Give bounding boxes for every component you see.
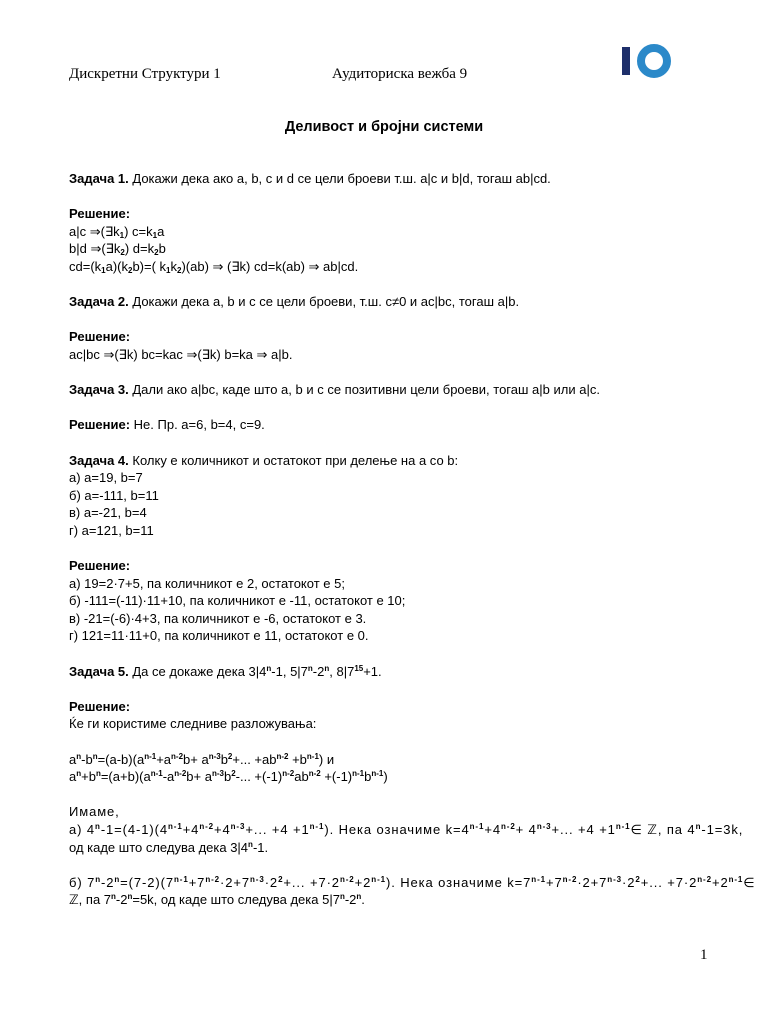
task-5-intro: Ќе ги користиме следниве разложувања: — [69, 716, 317, 732]
formula-difference: $a^n-b^n=(a-b)(a^{n-1}+a^{n-2}b+ a^{n-3}b^2+$... $+ab^{n-2} +b^{n-1}$) и — [69, 751, 335, 767]
task-1-line-2: b|d $\Rightarrow(\exists k_2)$ $d=k_2b$ — [69, 241, 166, 258]
task-5-statement: Задача 5. Да се докаже дека 3|4$^n$-1, 5|7$^n$-2$^n$, $8|7^{15}+1$. — [69, 663, 382, 679]
task-1-statement: Задача 1. Докажи дека ако a, b, c и d се цели броеви т.ш. a|c и b|d, тогаш ab|cd. — [69, 171, 551, 186]
task-4-solution-label: Решение: — [69, 558, 131, 574]
page-number: 1 — [700, 947, 708, 963]
task-5-part-b-1: б) $7^n-2^n=(7-2)(7^{n-1}+7^{n-2}\cdot 2+7^{n-3}\cdot 2^2+$... $+7\cdot 2^{n-2}+2^{n-1}$). Нека означиме $k=7^{n-1}+7^{n-2}\cdot 2+7^{n-3}\cdot 2^2+$... $+7\cdot 2^{n-2}+2^{n-1}\in$ — [69, 874, 756, 890]
page-title: Деливост и бројни системи — [284, 119, 484, 135]
task-1-solution-label: Решение: — [69, 206, 131, 222]
task-5-part-b-2: ℤ, па $7^n-2^n=5k$, од каде што следува дека 5|7$^n$-2$^n$. — [69, 892, 365, 908]
task-4-item: в) a=-21, b=4 — [69, 505, 147, 521]
task-5-part-a-2: од каде што следува дека 3|4$^n$-1. — [69, 839, 269, 855]
header-course: Дискретни Структури 1 — [69, 66, 221, 82]
task-5-solution-label: Решение: — [69, 698, 131, 714]
task-1-line-1: a|c $\Rightarrow(\exists k_1)$ $c=k_1a$ — [69, 223, 165, 240]
task-5-imame: Имаме, — [69, 804, 120, 820]
task-4-answer: б) -111=(-11)·11+10, па количникот е -11, остатокот е 10; — [69, 593, 406, 609]
task-4-answer: г) 121=11·11+0, па количникот е 11, остатокот е 0. — [69, 628, 369, 644]
task-2-line-1: ac|bc ⇒(∃k) bc=kac ⇒(∃k) b=ka ⇒ a|b. — [69, 346, 293, 362]
task-3-statement: Задача 3. Дали ако a|bc, каде што a, b и c се позитивни цели броеви, тогаш a|b или a|c. — [69, 382, 600, 398]
task-4-item: а) a=19, b=7 — [69, 470, 143, 486]
io-logo-icon — [621, 43, 673, 79]
task-3-answer: Решение: Не. Пр. a=6, b=4, c=9. — [69, 417, 265, 433]
task-4-answer: в) -21=(-6)·4+3, па количникот е -6, остатокот е 3. — [69, 610, 367, 626]
task-2-solution-label: Решение: — [69, 329, 131, 345]
task-4-statement: Задача 4. Колку е количникот и остатокот при делење на a со b: — [69, 452, 459, 468]
task-5-part-a-1: а) $4^n-1=(4-1)(4^{n-1}+4^{n-2}+4^{n-3}+$... $+4 +1^{n-1}$). Нека означиме $k=4^{n-1}+4^{n-2}+ 4^{n-3}+$... $+4 +1^{n-1}\in$ ℤ, па $4^n-1=3k$, — [69, 821, 744, 837]
task-4-item: г) a=121, b=11 — [69, 522, 154, 538]
formula-sum: $a^n+b^n=(a+b)(a^{n-1}-a^{n-2}b+ a^{n-3}b^2-$... $+(-1)^{n-2}ab^{n-2} +(-1)^{n-1}b^{n-1}$) — [69, 769, 388, 785]
task-4-answer: а) 19=2·7+5, па количникот е 2, остатокот е 5; — [69, 575, 345, 591]
header-exercise: Аудиториска вежба 9 — [332, 66, 468, 82]
task-4-item: б) a=-111, b=11 — [69, 487, 159, 503]
document-body — [69, 170, 756, 909]
task-2-statement: Задача 2. Докажи дека a, b и c се цели броеви, т.ш. c≠0 и ac|bc, тогаш a|b. — [69, 294, 520, 310]
task-1-line-3: $cd=(k_1a)(k_2b)=$( $k_1k_2)(ab)$ ⇒ (∃k) cd=k(ab) ⇒ ab|cd. — [69, 258, 359, 275]
